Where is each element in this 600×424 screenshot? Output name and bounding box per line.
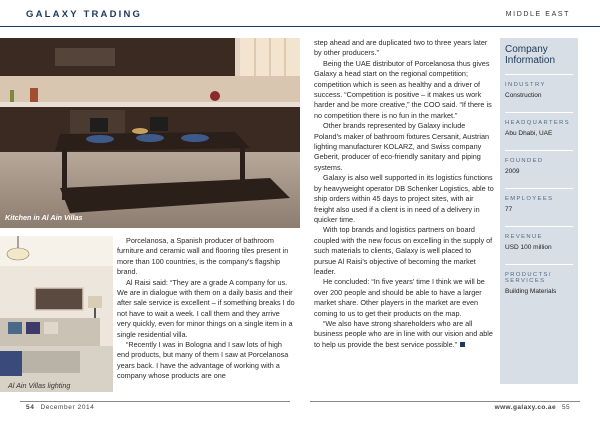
header-rule-left (0, 26, 300, 27)
sidebar-item-founded (505, 150, 573, 175)
sidebar-item-label: EMPLOYEES (505, 196, 554, 202)
sidebar-item-label: FOUNDED (505, 158, 544, 164)
sidebar-item-value: 77 (505, 206, 513, 213)
page-number-left: 54 (26, 404, 35, 411)
footer-rule-left (20, 401, 290, 402)
villa-caption: Al Ain Villas lighting (8, 381, 71, 390)
end-of-article-mark (460, 342, 465, 347)
footer-rule-right (310, 401, 580, 402)
sidebar-item-revenue (505, 226, 573, 251)
article-paragraph: Porcelanosa, a Spanish producer of bathroom furniture and ceramic wall and flooring tiles present in more than 100 countries, is the company's flagship brand. (117, 236, 289, 277)
article-paragraph: With top brands and logistics partners on board coupled with the new focus on excelling in the supply of such materials to clients, Galaxy is well placed to pursue Al Raisi's objective of becoming the market leader. (314, 225, 493, 276)
footer-left (26, 404, 95, 411)
article-paragraph: “Recently I was in Bologna and I saw lots of high end products, but many of them I saw at Porcelanosa years back. I have the advantage of working with a company whose products are one (117, 340, 289, 381)
article-paragraph: Al Raisi said: “They are a grade A company for us. We are in dialogue with them on a daily basis and their after sale service is excellent – if something breaks I do not have to wait a week. I call them and they arrive very quickly, even for minor things on a single item in a single residential villa. (117, 277, 295, 339)
article-paragraph: step ahead and are duplicated two to three years later by other producers.” (314, 38, 488, 58)
article-paragraph: He concluded: “In five years' time I think we will be over 200 people and should be able to have a larger market share. Other players in the market are even coming to us to get their products on the map. (314, 277, 485, 318)
villa-lighting-photo (0, 236, 113, 392)
company-info-sidebar (500, 38, 578, 384)
sidebar-item-products-services (505, 264, 573, 295)
website-url[interactable]: www.galaxy.co.ae (494, 404, 556, 411)
sidebar-item-value: Construction (505, 92, 542, 99)
article-paragraph: Being the UAE distributor of Porcelanosa thus gives Galaxy a head start on the regional competition; competition which is seen as healthy and a driver of success. “Competition is positive – it makes us work harder and be more creative,” the COO said. “If there is no competition there is no fun in the market.” (314, 58, 492, 120)
article-paragraph-final (314, 319, 494, 350)
sidebar-item-value: USD 100 million (505, 244, 552, 251)
region-label: MIDDLE EAST (505, 11, 570, 18)
sidebar-item-label: INDUSTRY (505, 82, 546, 88)
sidebar-item-industry (505, 74, 573, 99)
sidebar-title: Company Information (505, 44, 556, 66)
article-column-left (117, 236, 295, 382)
sidebar-item-label: HEADQUARTERS (505, 120, 571, 126)
issue-date: December 2014 (40, 404, 95, 411)
kitchen-photo (0, 38, 300, 228)
page-number-right: 55 (561, 404, 570, 411)
article-paragraph-text: “We also have strong shareholders who are all business people who are in line with our vision and able to help us provide the best service possible.” (314, 318, 493, 349)
publication-section-title: GALAXY TRADING (26, 9, 143, 20)
article-paragraph: Other brands represented by Galaxy include Poland's maker of bathroom fixtures Cersanit, Austrian lighting manufacturer KOLARZ, and Swiss company Geberit, producer of eco-friendly sanitary and piping systems. (314, 121, 490, 172)
sidebar-item-value: Abu Dhabi, UAE (505, 130, 553, 137)
sidebar-item-value: Building Materials (505, 288, 557, 295)
sidebar-item-employees (505, 188, 573, 213)
header-rule-right (300, 26, 600, 27)
kitchen-caption: Kitchen in Al Ain Villas (5, 213, 83, 222)
sidebar-item-headquarters (505, 112, 573, 137)
sidebar-item-label: REVENUE (505, 234, 543, 240)
article-paragraph: Galaxy is also well supported in its logistics functions by heavyweight operator DB Schenker Logistics, able to ship orders within 45 days to project sites, with air freight also used if a client is in need of a delivery in quicker time. (314, 173, 494, 224)
sidebar-item-value: 2009 (505, 168, 520, 175)
sidebar-item-label: PRODUCTS/ SERVICES (505, 272, 552, 284)
footer-right (495, 404, 570, 411)
article-column-right (314, 38, 494, 350)
